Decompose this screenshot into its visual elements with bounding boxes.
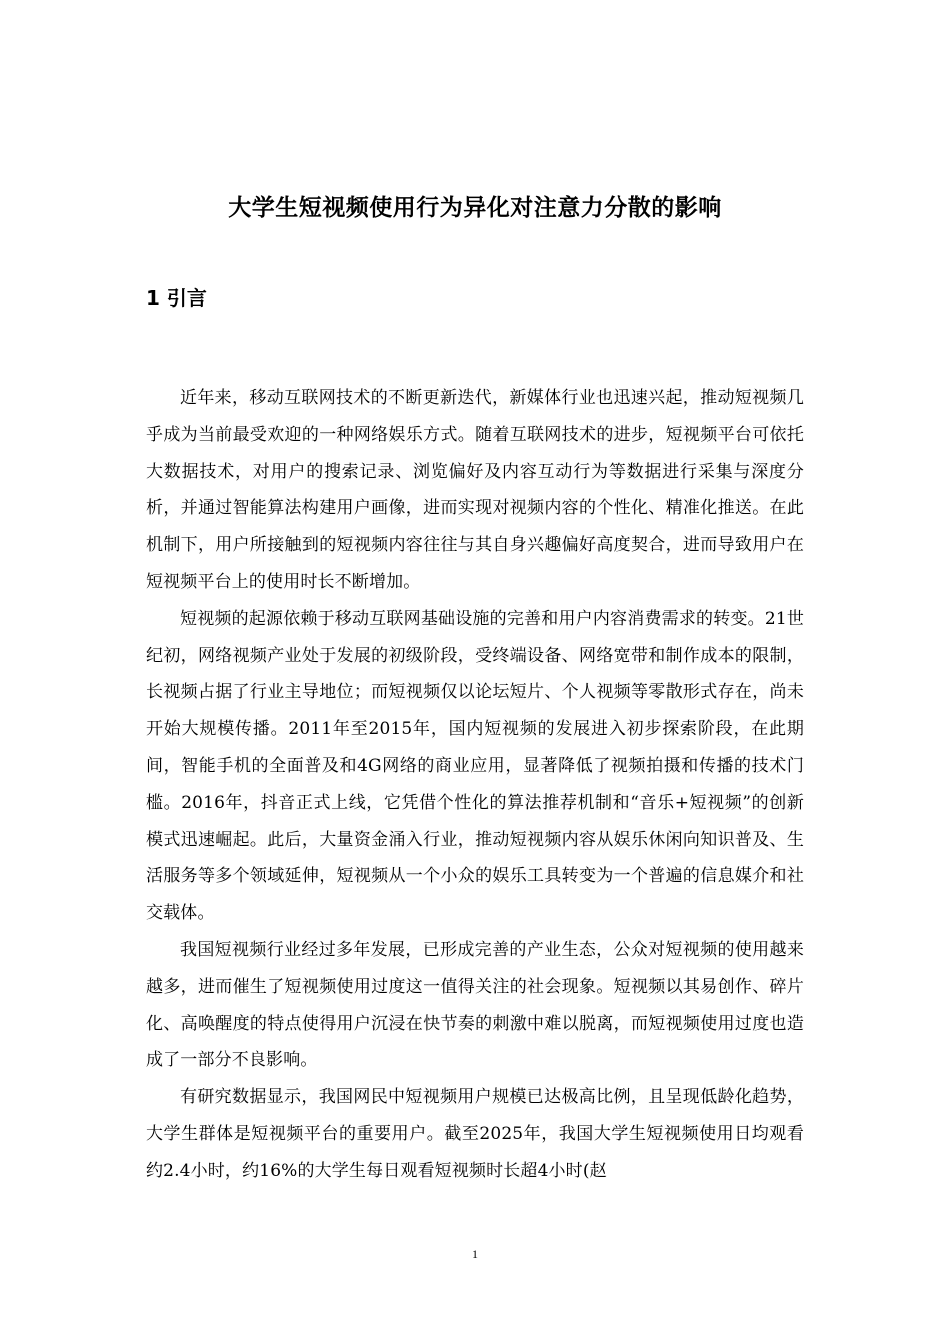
- document-title: 大学生短视频使用行为异化对注意力分散的影响: [228, 195, 722, 221]
- paragraph: 近年来，移动互联网技术的不断更新迭代，新媒体行业也迅速兴起，推动短视频几乎成为当前最受欢迎的一种网络娱乐方式。随着互联网技术的进步，短视频平台可依托大数据技术，对用户的搜索记录、浏览偏好及内容互动行为等数据进行采集与深度分析，并通过智能算法构建用户画像，进而实现对视频内容的个性化、精准化推送。在此机制下，用户所接触到的短视频内容往往与其自身兴趣偏好高度契合，进而导致用户在短视频平台上的使用时长不断增加。: [146, 388, 804, 592]
- paragraph: 短视频的起源依赖于移动互联网基础设施的完善和用户内容消费需求的转变。21世纪初，网络视频产业处于发展的初级阶段，受终端设备、网络宽带和制作成本的限制，长视频占据了行业主导地位；而短视频仅以论坛短片、个人视频等零散形式存在，尚未开始大规模传播。2011年至2015年，国内短视频的发展进入初步探索阶段，在此期间，智能手机的全面普及和4G网络的商业应用，显著降低了视频拍摄和传播的技术门槛。2016年，抖音正式上线，它凭借个性化的算法推荐机制和“音乐+短视频”的创新模式迅速崛起。此后，大量资金涌入行业，推动短视频内容从娱乐休闲向知识普及、生活服务等多个领域延伸，短视频从一个小众的娱乐工具转变为一个普遍的信息媒介和社交载体。: [146, 608, 804, 924]
- paragraph: 有研究数据显示，我国网民中短视频用户规模已达极高比例，且呈现低龄化趋势，大学生群体是短视频平台的重要用户。截至2025年，我国大学生短视频使用日均观看约2.4小时，约16%的大学生每日观看短视频时长超4小时(赵: [146, 1087, 804, 1181]
- section-heading: 1 引言: [146, 286, 207, 310]
- paragraph: 我国短视频行业经过多年发展，已形成完善的产业生态，公众对短视频的使用越来越多，进而催生了短视频使用过度这一值得关注的社会现象。短视频以其易创作、碎片化、高唤醒度的特点使得用户沉浸在快节奏的刺激中难以脱离，而短视频使用过度也造成了一部分不良影响。: [146, 939, 804, 1071]
- page-number: 1: [472, 1247, 478, 1261]
- body-text: [146, 380, 804, 1190]
